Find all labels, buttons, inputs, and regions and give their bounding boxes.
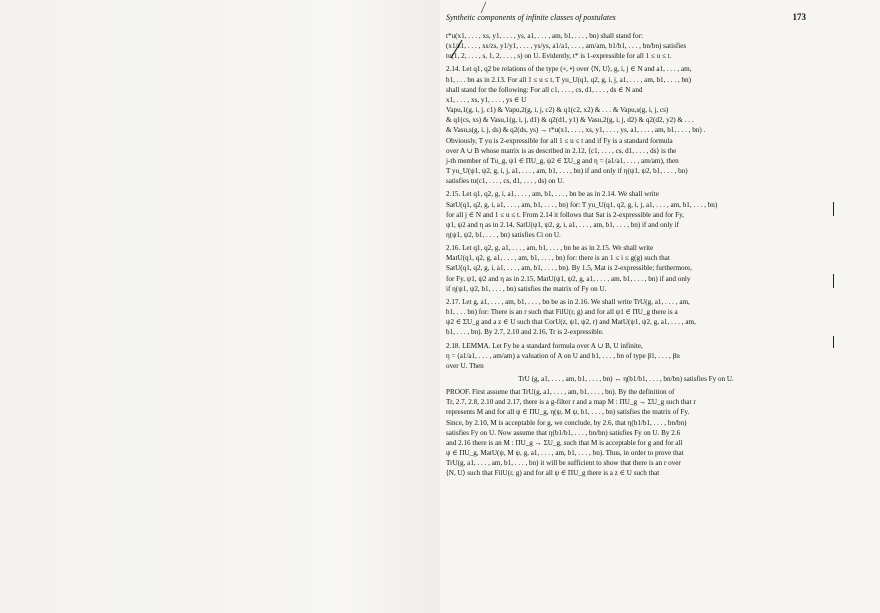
text-line: PROOF. First assume that TrU(g, a1, . . . , am, b1, . . . , bn). By the definition of [446, 388, 675, 397]
text-line: t*u(x1, . . . , xs, y1, . . . , ys, a1, . . . , am, b1, . . . , bn) shall stand for: [446, 32, 643, 40]
text-line: b1, . . . bn as in 2.13. For all 1 ≤ u ≤ t, T yu_U(q1, q2, g, i, j, a1, . . . , am, b1, . . . , bn) [446, 75, 691, 84]
text-line: over A ∪ B whose matrix is as described in 2.12, ⟨c1, . . . , cs, d1, . . . , ds⟩ is the [446, 146, 677, 155]
text-line: Vapu,1(g, i, j, c1) & Vapu,2(g, i, j, c2) & q1(c2, x2) & . . . & Vapu,s(g, i, j, cs) [446, 106, 669, 115]
text-line: if η(ψ1, ψ2, b1, . . . , bn) satisfies the matrix of Fy on U. [446, 284, 607, 293]
text-line: represents M and for all ψ ∈ ΠU_g, η(ψ, M ψ, b1, . . . , bn) satisfies the matrix of Fy. [446, 408, 690, 417]
text-line: Since, by 2.10, M is acceptable for g, we conclude, by 2.6, that η(b1/b1, . . . , bn/bn) [446, 418, 687, 427]
margin-bar-2 [833, 274, 834, 288]
text-line: 2.18. LEMMA. Let Fy be a standard formula over A ∪ B, U infinite, [446, 341, 643, 350]
text-line: over U. Then [446, 361, 484, 370]
text-line: & q1(cs, xs) & Vasu,1(g, i, j, d1) & q2(d1, y1) & Vasu,2(g, i, j, d2) & q2(d2, y2) & . . . [446, 116, 694, 125]
text-line: ψ1, ψ2 and η as in 2.14, SatU(ψ1, ψ2, g, i, a1, . . . , am, b1, . . . , bn) if and only if [446, 220, 680, 229]
text-line: Obviously, T yu is 2-expressible for all 1 ≤ u ≤ t and if Fy is a standard formula [446, 136, 673, 145]
book-page [446, 12, 806, 479]
text-line: 2.14. Let q1, q2 be relations of the type (∘, •) over ⟨N, U⟩, g, i, j ∈ N and a1, . . . , am, [446, 65, 692, 74]
page-number: 173 [792, 12, 806, 22]
text-line: ψ2 ∈ ΣU_g and a z ∈ U such that CorU(z, ψ1, ψ2, r) and MatU(ψ1, ψ2, g, a1, . . . , am, [446, 318, 696, 327]
text-line: η = (a1/a1, . . . , am/am) a valuation of A on U and b1, . . . , bn of type β1, . . . , βn [446, 351, 680, 360]
text-line: ⟨N, U⟩ such that FilU(r, g) and for all ψ ∈ ΠU_g there is a z ∈ U such that [446, 469, 660, 478]
page-header [446, 12, 806, 22]
text-line: shall stand for the following: For all c1, . . . , cs, d1, . . . , ds ∈ N and [446, 85, 643, 94]
text-line: 2.17. Let g, a1, . . . , am, b1, . . . , bn be as in 2.16. We shall write TrU(g, a1, . . . , am, [446, 297, 690, 306]
text-line: & Vasu,s(g, i, j, ds) & q2(ds, ys) → t*u(x1, . . . , xs, y1, . . . , ys, a1, . . . , am, b1, . . . , bn) . [446, 126, 706, 135]
text-line: Tr, 2.7, 2.8, 2.10 and 2.17, there is a g-filter r and a map M : ΠU_g → ΣU_g such that r [446, 398, 696, 407]
text-line: for all j ∈ N and 1 ≤ u ≤ t. From 2.14 it follows that Sat is 2-expressible and for Fy, [446, 210, 684, 219]
running-title: Synthetic components of infinite classes of postulates [446, 13, 616, 22]
page-body [446, 31, 806, 479]
text-line: j-th member of Tu_g, ψ1 ∈ ΠU_g, ψ2 ∈ ΣU_g and η = (a1/a1, . . . , am/am), then [446, 156, 679, 165]
text-line: SatU(q1, q2, g, i, a1, . . . , am, b1, . . . , bn) for: T yu_U(q1, q2, g, i, j, a1, . . . , am, b1, . . . , bn) [446, 200, 718, 209]
text-line: η(ψ1, ψ2, b1, . . . , bn) satisfies Ci on U. [446, 230, 561, 239]
text-line: b1, . . . bn) for: There is an r such that FilU(r, g) and for all ψ1 ∈ ΠU_g there is a [446, 308, 678, 317]
text-line: SatU(q1, q2, g, i, a1, . . . , am, b1, . . . , bn). By 1.5, Mat is 2-expressible; furthermore, [446, 264, 692, 273]
text-line: satisfies Fy on U. Now assume that η(b1/b1, . . . , bn/bn) satisfies Fy on U. By 2.6 [446, 428, 681, 437]
text-line: ψ ∈ ΠU_g, MatU(ψ, M ψ, g, a1, . . . , am, b1, . . . , bn). Thus, in order to prove that [446, 449, 684, 458]
text-line: x1, . . . , xs, y1, . . . , ys ∈ U [446, 95, 527, 104]
text-line: satisfies tu(c1, . . . , cs, d1, . . . , ds) on U. [446, 177, 565, 186]
text-line: for Fy, ψ1, ψ2 and η as in 2.15, MatU(ψ1, ψ2, g, a1, . . . , am, b1, . . . , bn) if and only [446, 274, 691, 283]
text-line: and 2.16 there is an M : ΠU_g → ΣU_g, such that M is acceptable for g and for all [446, 438, 683, 447]
text-line: (x1/z1, . . . , xs/zs, y1/y1, . . . , ys/ys, a1/a1, . . . , am/am, b1/b1, . . . , bn/bn) satisfies [446, 42, 687, 51]
text-line: TrU(g, a1, . . . , am, b1, . . . , bn) it will be sufficient to show that there is an r over [446, 459, 681, 468]
text-line: b1, . . . , bn). By 2.7, 2.10 and 2.16, Tr is 2-expressible. [446, 328, 604, 337]
text-line: T yu_U(ψ1, ψ2, g, i, j, a1, . . . , am, b1, . . . , bn) if and only if η(ψ1, ψ2, b1, . . . , bn) [446, 167, 688, 176]
text-line: 2.16. Let q1, q2, g, a1, . . . , am, b1, . . . , bn be as in 2.15. We shall write [446, 244, 654, 253]
margin-bar-3 [833, 336, 834, 348]
text-line: tu(1, 2, . . . , s, 1, 2, . . . , s) on U. Evidently, t* is 1-expressible for all 1 ≤ u ≤ t. [446, 52, 672, 61]
margin-bar-1 [833, 202, 834, 216]
text-line: MatU(q1, q2, g, a1, . . . , am, b1, . . . , bn) for: there is an 1 ≤ i ≤ g(g) such that [446, 254, 670, 263]
text-line: 2.15. Let q1, q2, g, i, a1, . . . , am, b1, . . . , bn be as in 2.14. We shall write [446, 190, 659, 199]
display-equation: TrU (g, a1, . . . , am, b1, . . . , bn) ↔ η(b1/b1, . . . , bn/bn) satisfies Fy on U. [518, 375, 734, 383]
